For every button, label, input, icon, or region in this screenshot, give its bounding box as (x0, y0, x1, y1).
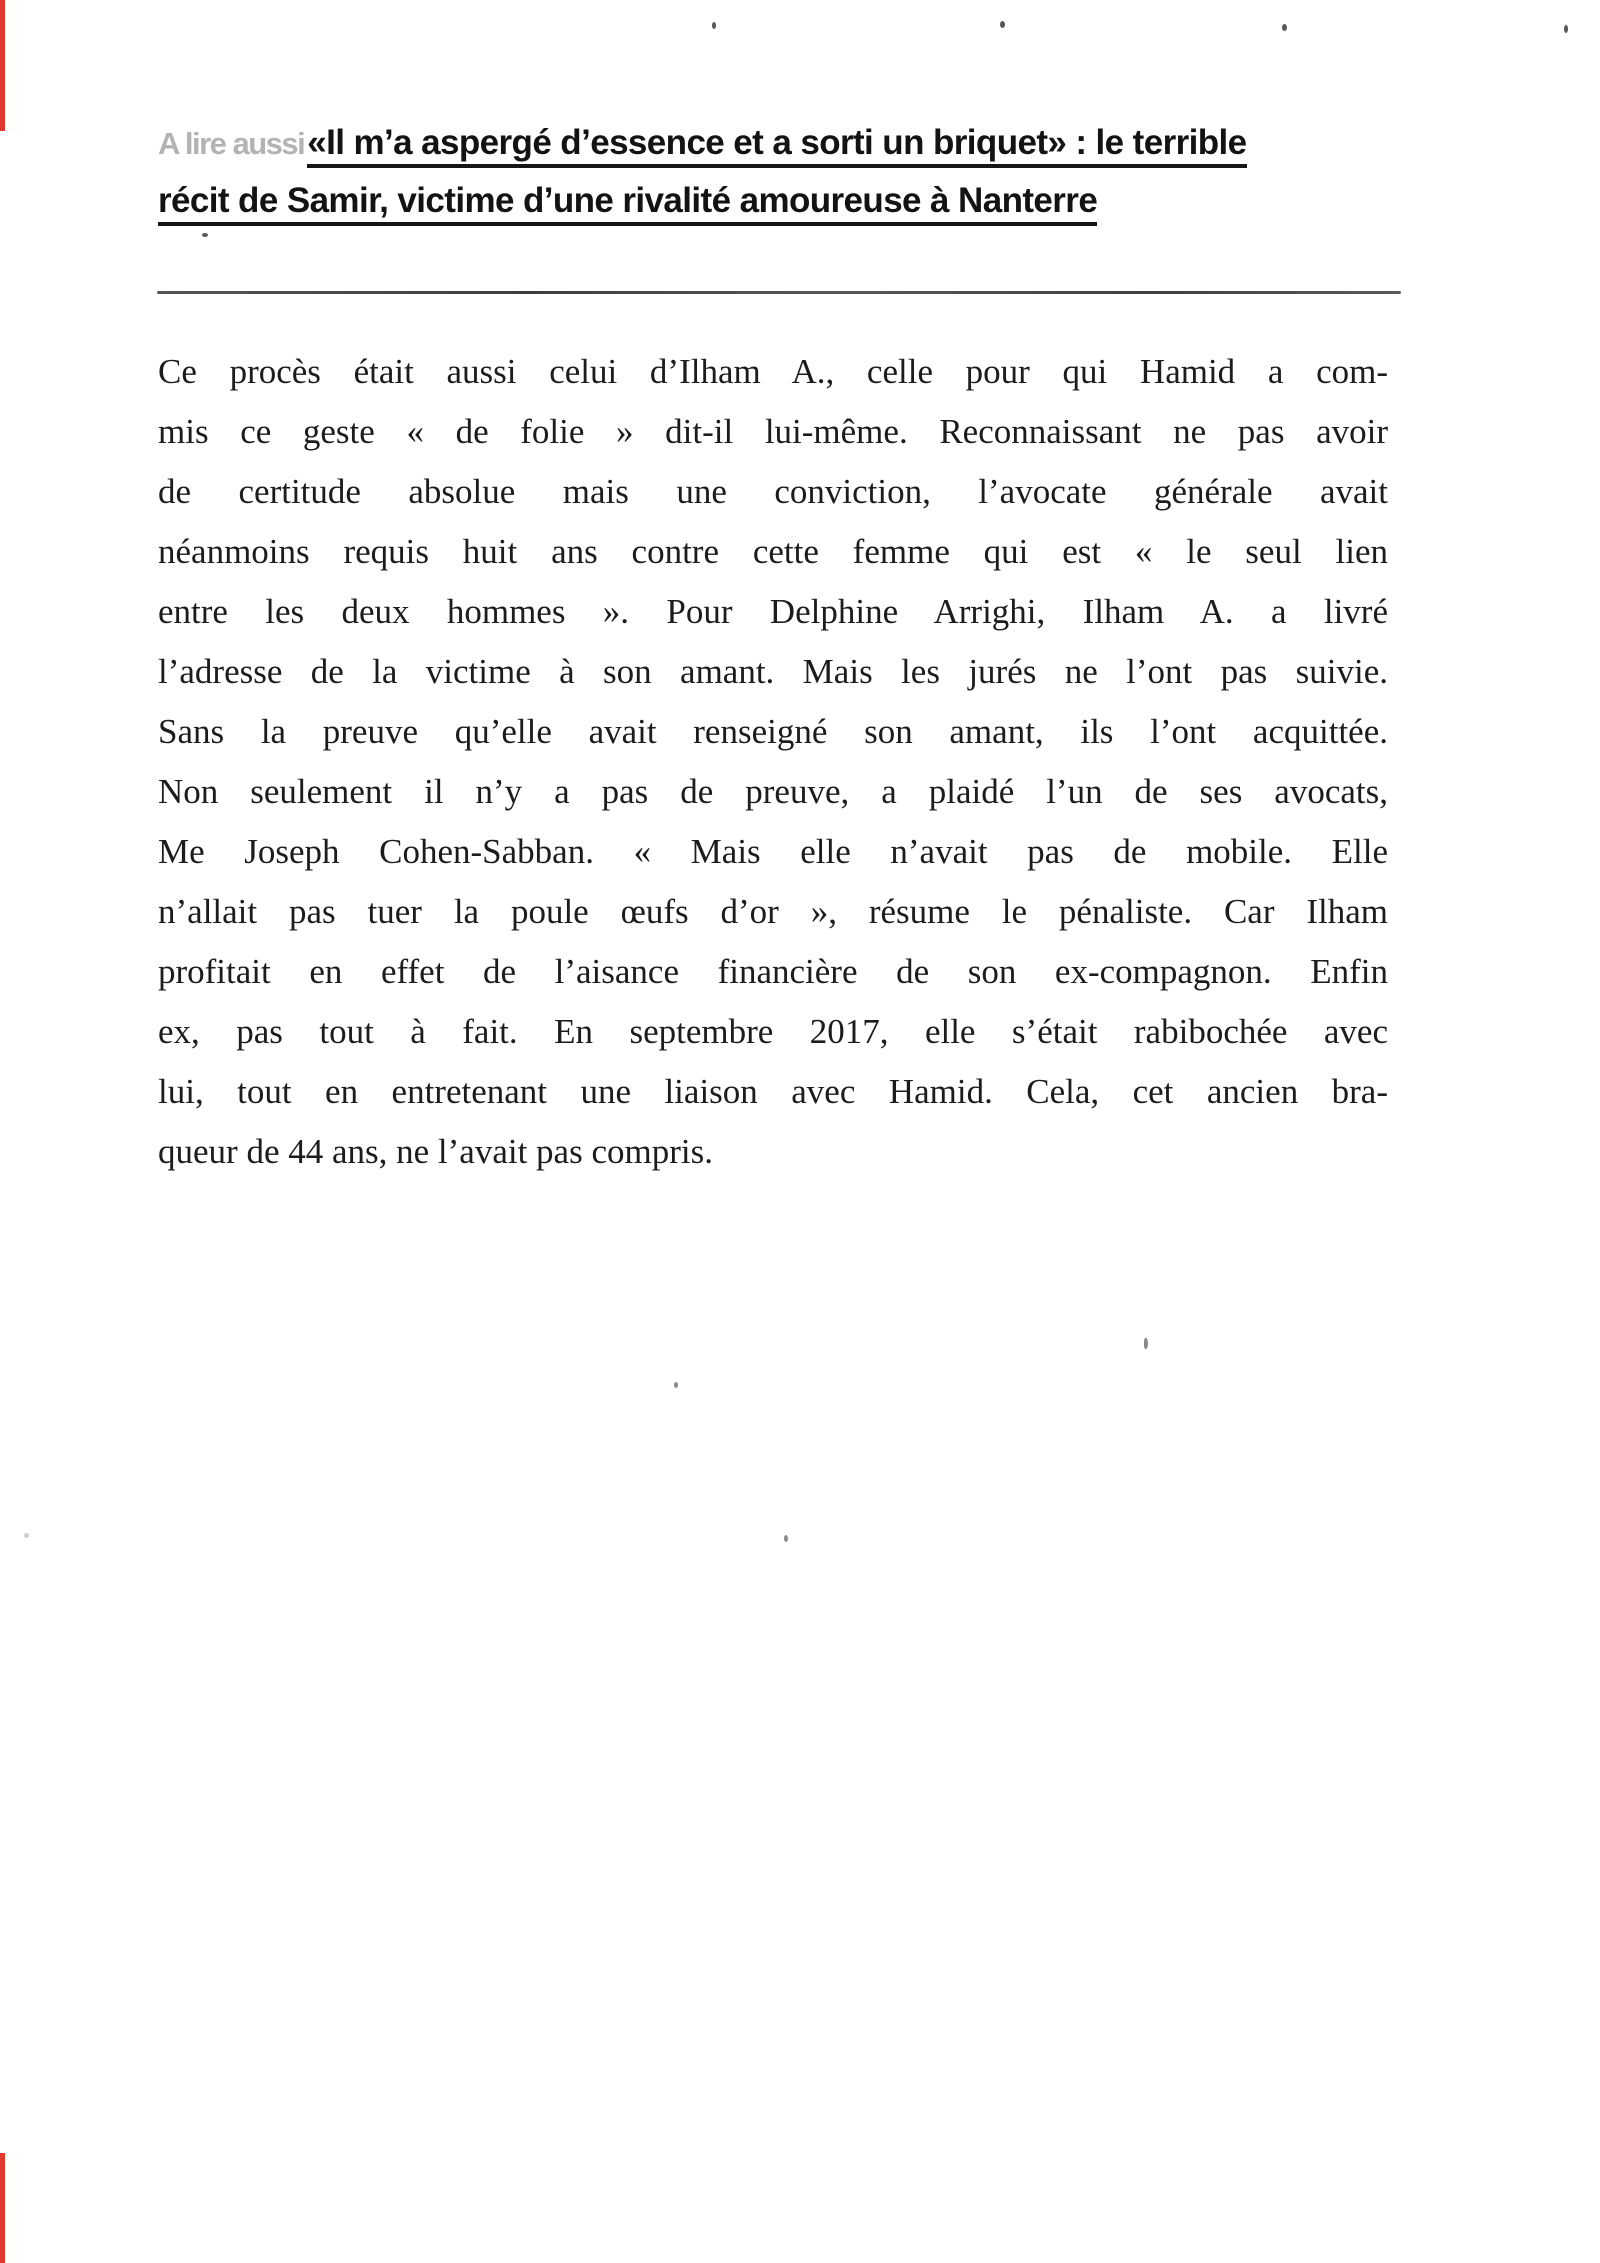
article-body-line: Sans la preuve qu’elle avait renseigné son amant, ils l’ont acquittée. (158, 712, 1388, 751)
article-body-line: de certitude absolue mais une conviction, l’avocate générale avait (158, 472, 1388, 511)
article-body-line: mis ce geste « de folie » dit-il lui-même. Reconnaissant ne pas avoir (158, 412, 1388, 451)
read-also-block (158, 118, 1418, 234)
scan-speck (1564, 25, 1568, 33)
scan-speck (712, 22, 716, 29)
article-body-line: lui, tout en entretenant une liaison avec Hamid. Cela, cet ancien bra- (158, 1072, 1388, 1111)
read-also-label: A lire aussi (158, 126, 305, 161)
section-divider (157, 291, 1401, 294)
article-body-line: Non seulement il n’y a pas de preuve, a plaidé l’un de ses avocats, (158, 772, 1388, 811)
scan-red-edge-top (0, 0, 5, 131)
scan-red-edge-bottom (0, 2153, 5, 2263)
article-body-line: queur de 44 ans, ne l’avait pas compris. (158, 1132, 713, 1171)
article-body-line: l’adresse de la victime à son amant. Mais les jurés ne l’ont pas suivie. (158, 652, 1388, 691)
read-also-link-line-2[interactable]: récit de Samir, victime d’une rivalité amoureuse à Nanterre (158, 181, 1097, 226)
read-also-line-2 (158, 176, 1418, 234)
article-body-line: néanmoins requis huit ans contre cette femme qui est « le seul lien (158, 532, 1388, 571)
article-body-line: Me Joseph Cohen-Sabban. « Mais elle n’avait pas de mobile. Elle (158, 832, 1388, 871)
read-also-line-1 (158, 118, 1418, 176)
scan-speck (1144, 1338, 1148, 1349)
scan-speck (1282, 24, 1287, 31)
scan-speck (784, 1535, 788, 1542)
article-body-line: entre les deux hommes ». Pour Delphine Arrighi, Ilham A. a livré (158, 592, 1388, 631)
article-body-line: n’allait pas tuer la poule œufs d’or », résume le pénaliste. Car Ilham (158, 892, 1388, 931)
scan-speck (24, 1533, 29, 1538)
article-body-line: profitait en effet de l’aisance financière de son ex-compagnon. Enfin (158, 952, 1388, 991)
article-body-line: Ce procès était aussi celui d’Ilham A., celle pour qui Hamid a com- (158, 352, 1388, 391)
scan-speck (1000, 21, 1005, 28)
scan-speck (674, 1382, 678, 1388)
article-body-line: ex, pas tout à fait. En septembre 2017, elle s’était rabibochée avec (158, 1012, 1388, 1051)
article-body (158, 342, 1388, 1182)
read-also-link-line-1[interactable]: «Il m’a aspergé d’essence et a sorti un briquet» : le terrible (307, 123, 1246, 168)
